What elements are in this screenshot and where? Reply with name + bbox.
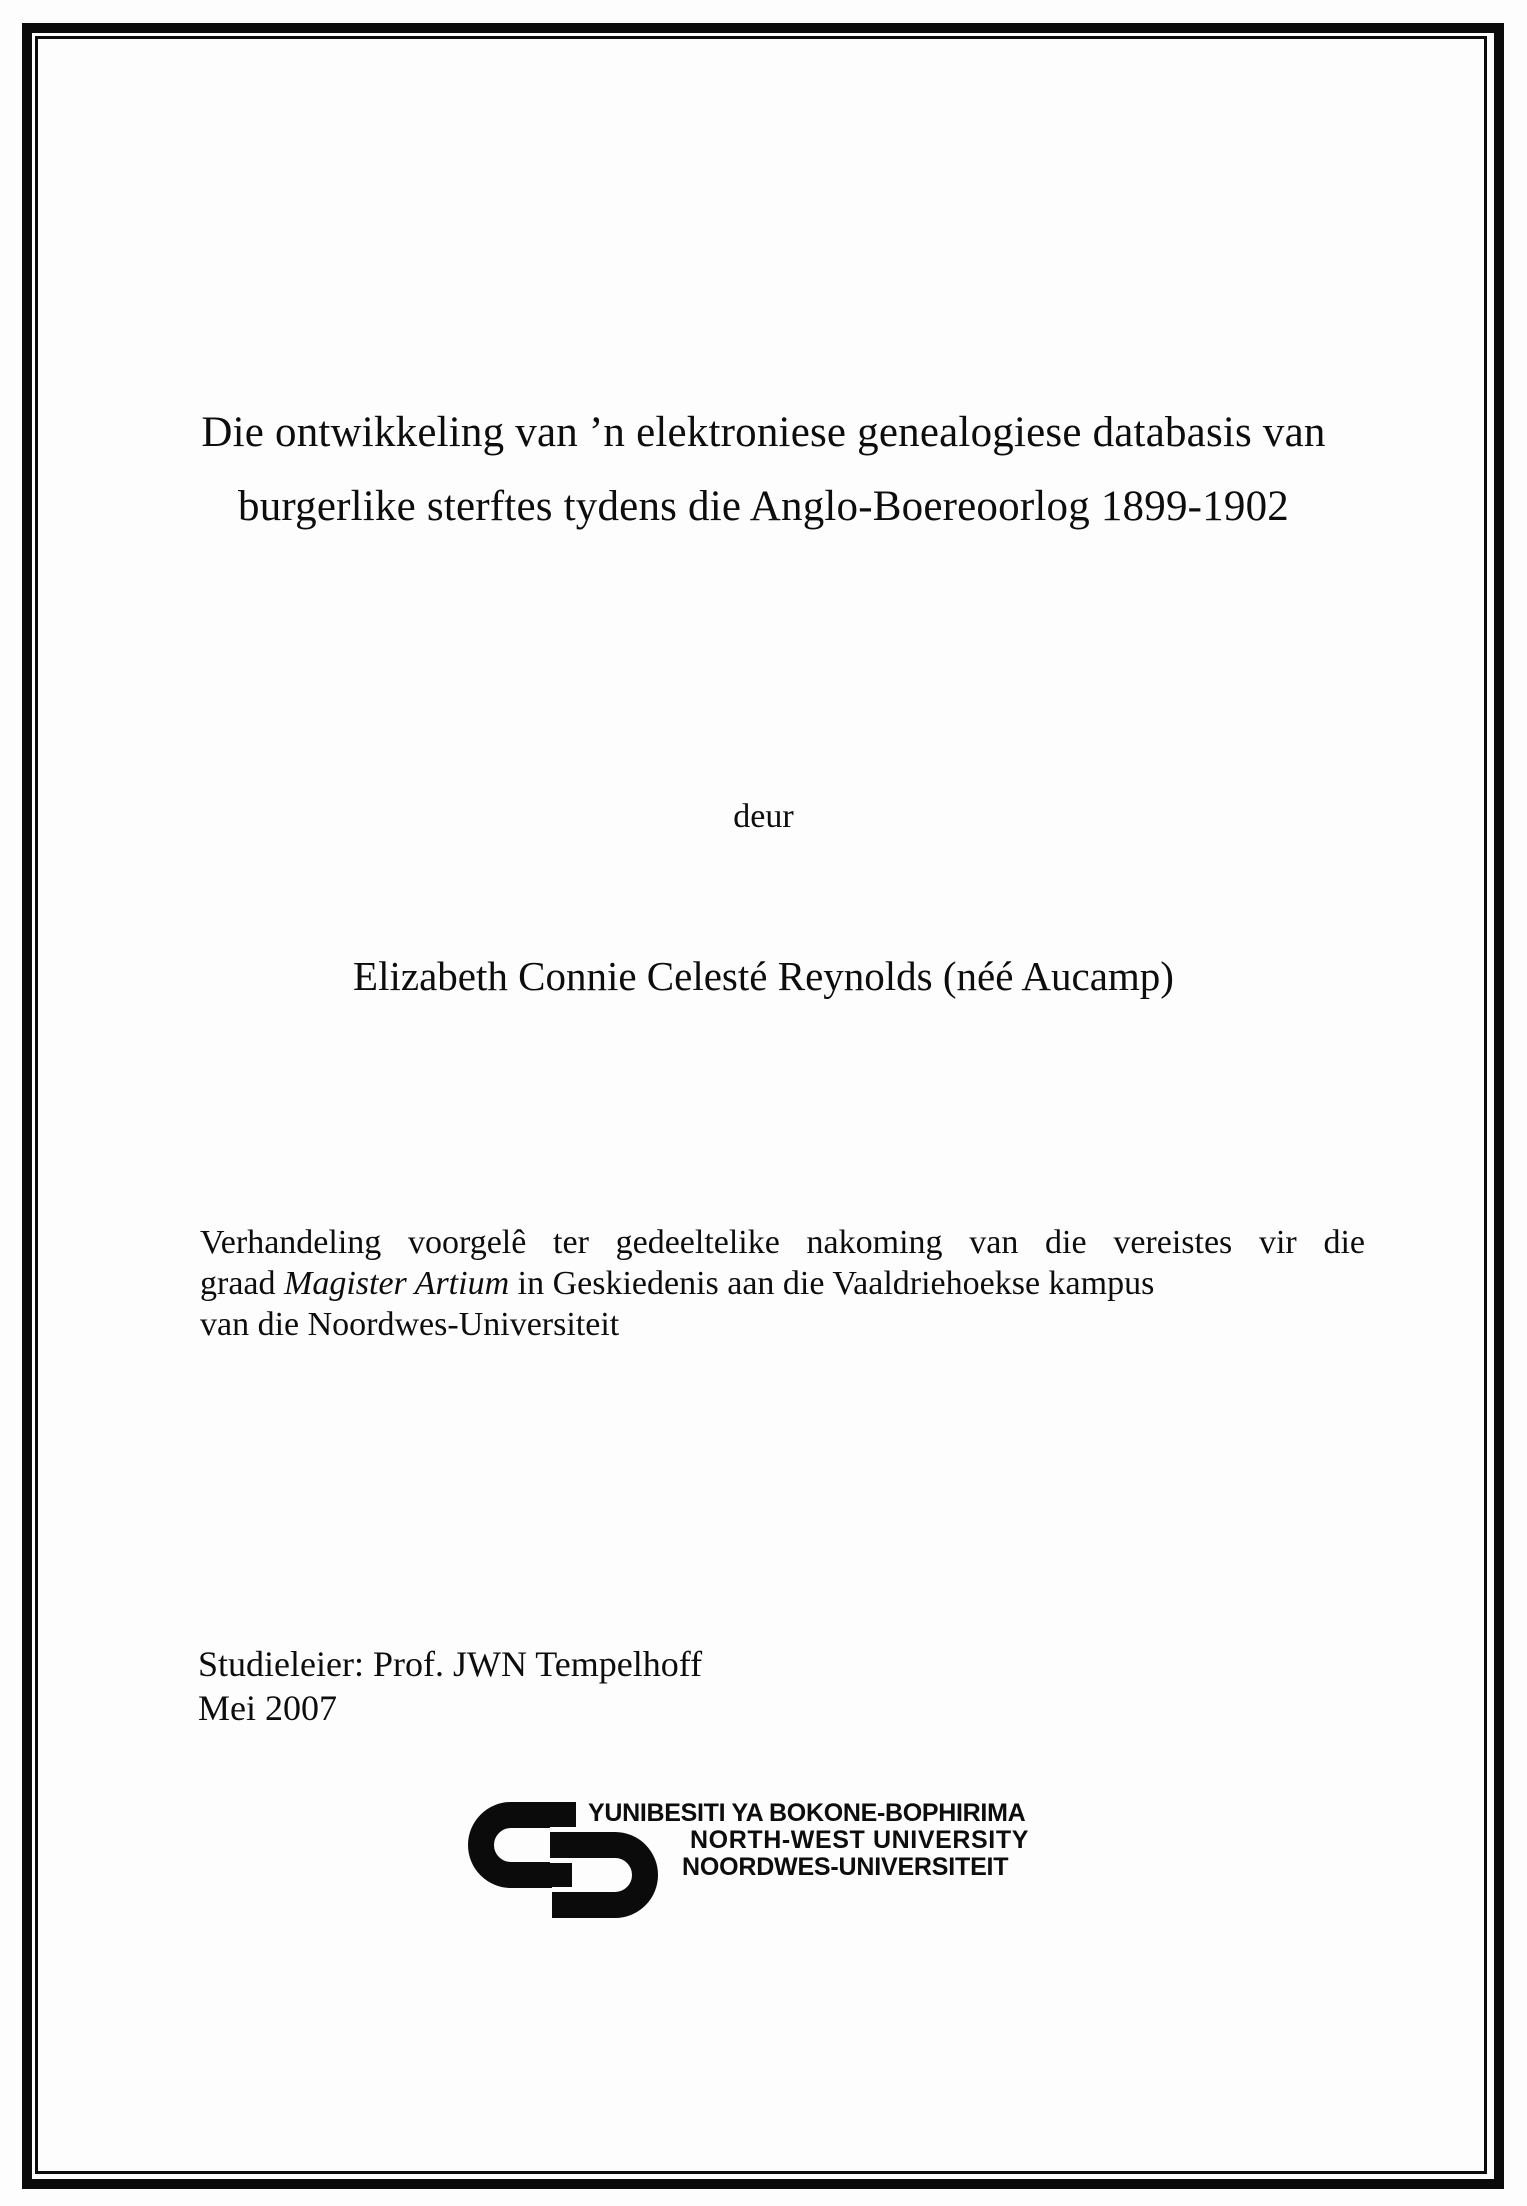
submission-statement	[200, 1222, 1365, 1345]
date-line: Mei 2007	[198, 1688, 337, 1728]
thesis-title	[90, 396, 1437, 544]
logo-english-name: NORTH-WEST UNIVERSITY	[690, 1826, 1029, 1854]
author-name: Elizabeth Connie Celesté Reynolds (néé Aucamp)	[353, 953, 1174, 999]
submission-line2-suffix: in Geskiedenis aan die Vaaldriehoekse kampus	[517, 1265, 1155, 1302]
logo-setswana-name: YUNIBESITI YA BOKONE-BOPHIRIMA	[588, 1799, 1026, 1827]
submission-line2	[200, 1263, 1365, 1304]
degree-name: Magister Artium	[284, 1265, 510, 1302]
supervisor-block	[198, 1642, 702, 1730]
submission-line3: van die Noordwes-Universiteit	[200, 1306, 620, 1343]
thesis-title-line2: burgerlike sterftes tydens die Anglo-Boereoorlog 1899-1902	[238, 483, 1289, 530]
university-logo	[468, 1798, 1088, 1930]
logo-afrikaans-name: NOORDWES-UNIVERSITEIT	[682, 1853, 1009, 1881]
supervisor-line: Studieleier: Prof. JWN Tempelhoff	[198, 1644, 703, 1684]
submission-line1: Verhandeling voorgelê ter gedeeltelike nakoming van die vereistes vir die	[200, 1224, 1365, 1261]
byline-label: deur	[733, 798, 794, 835]
thesis-title-line1: Die ontwikkeling van ’n elektroniese genealogiese databasis van	[201, 409, 1326, 456]
submission-line2-prefix: graad	[200, 1265, 276, 1302]
